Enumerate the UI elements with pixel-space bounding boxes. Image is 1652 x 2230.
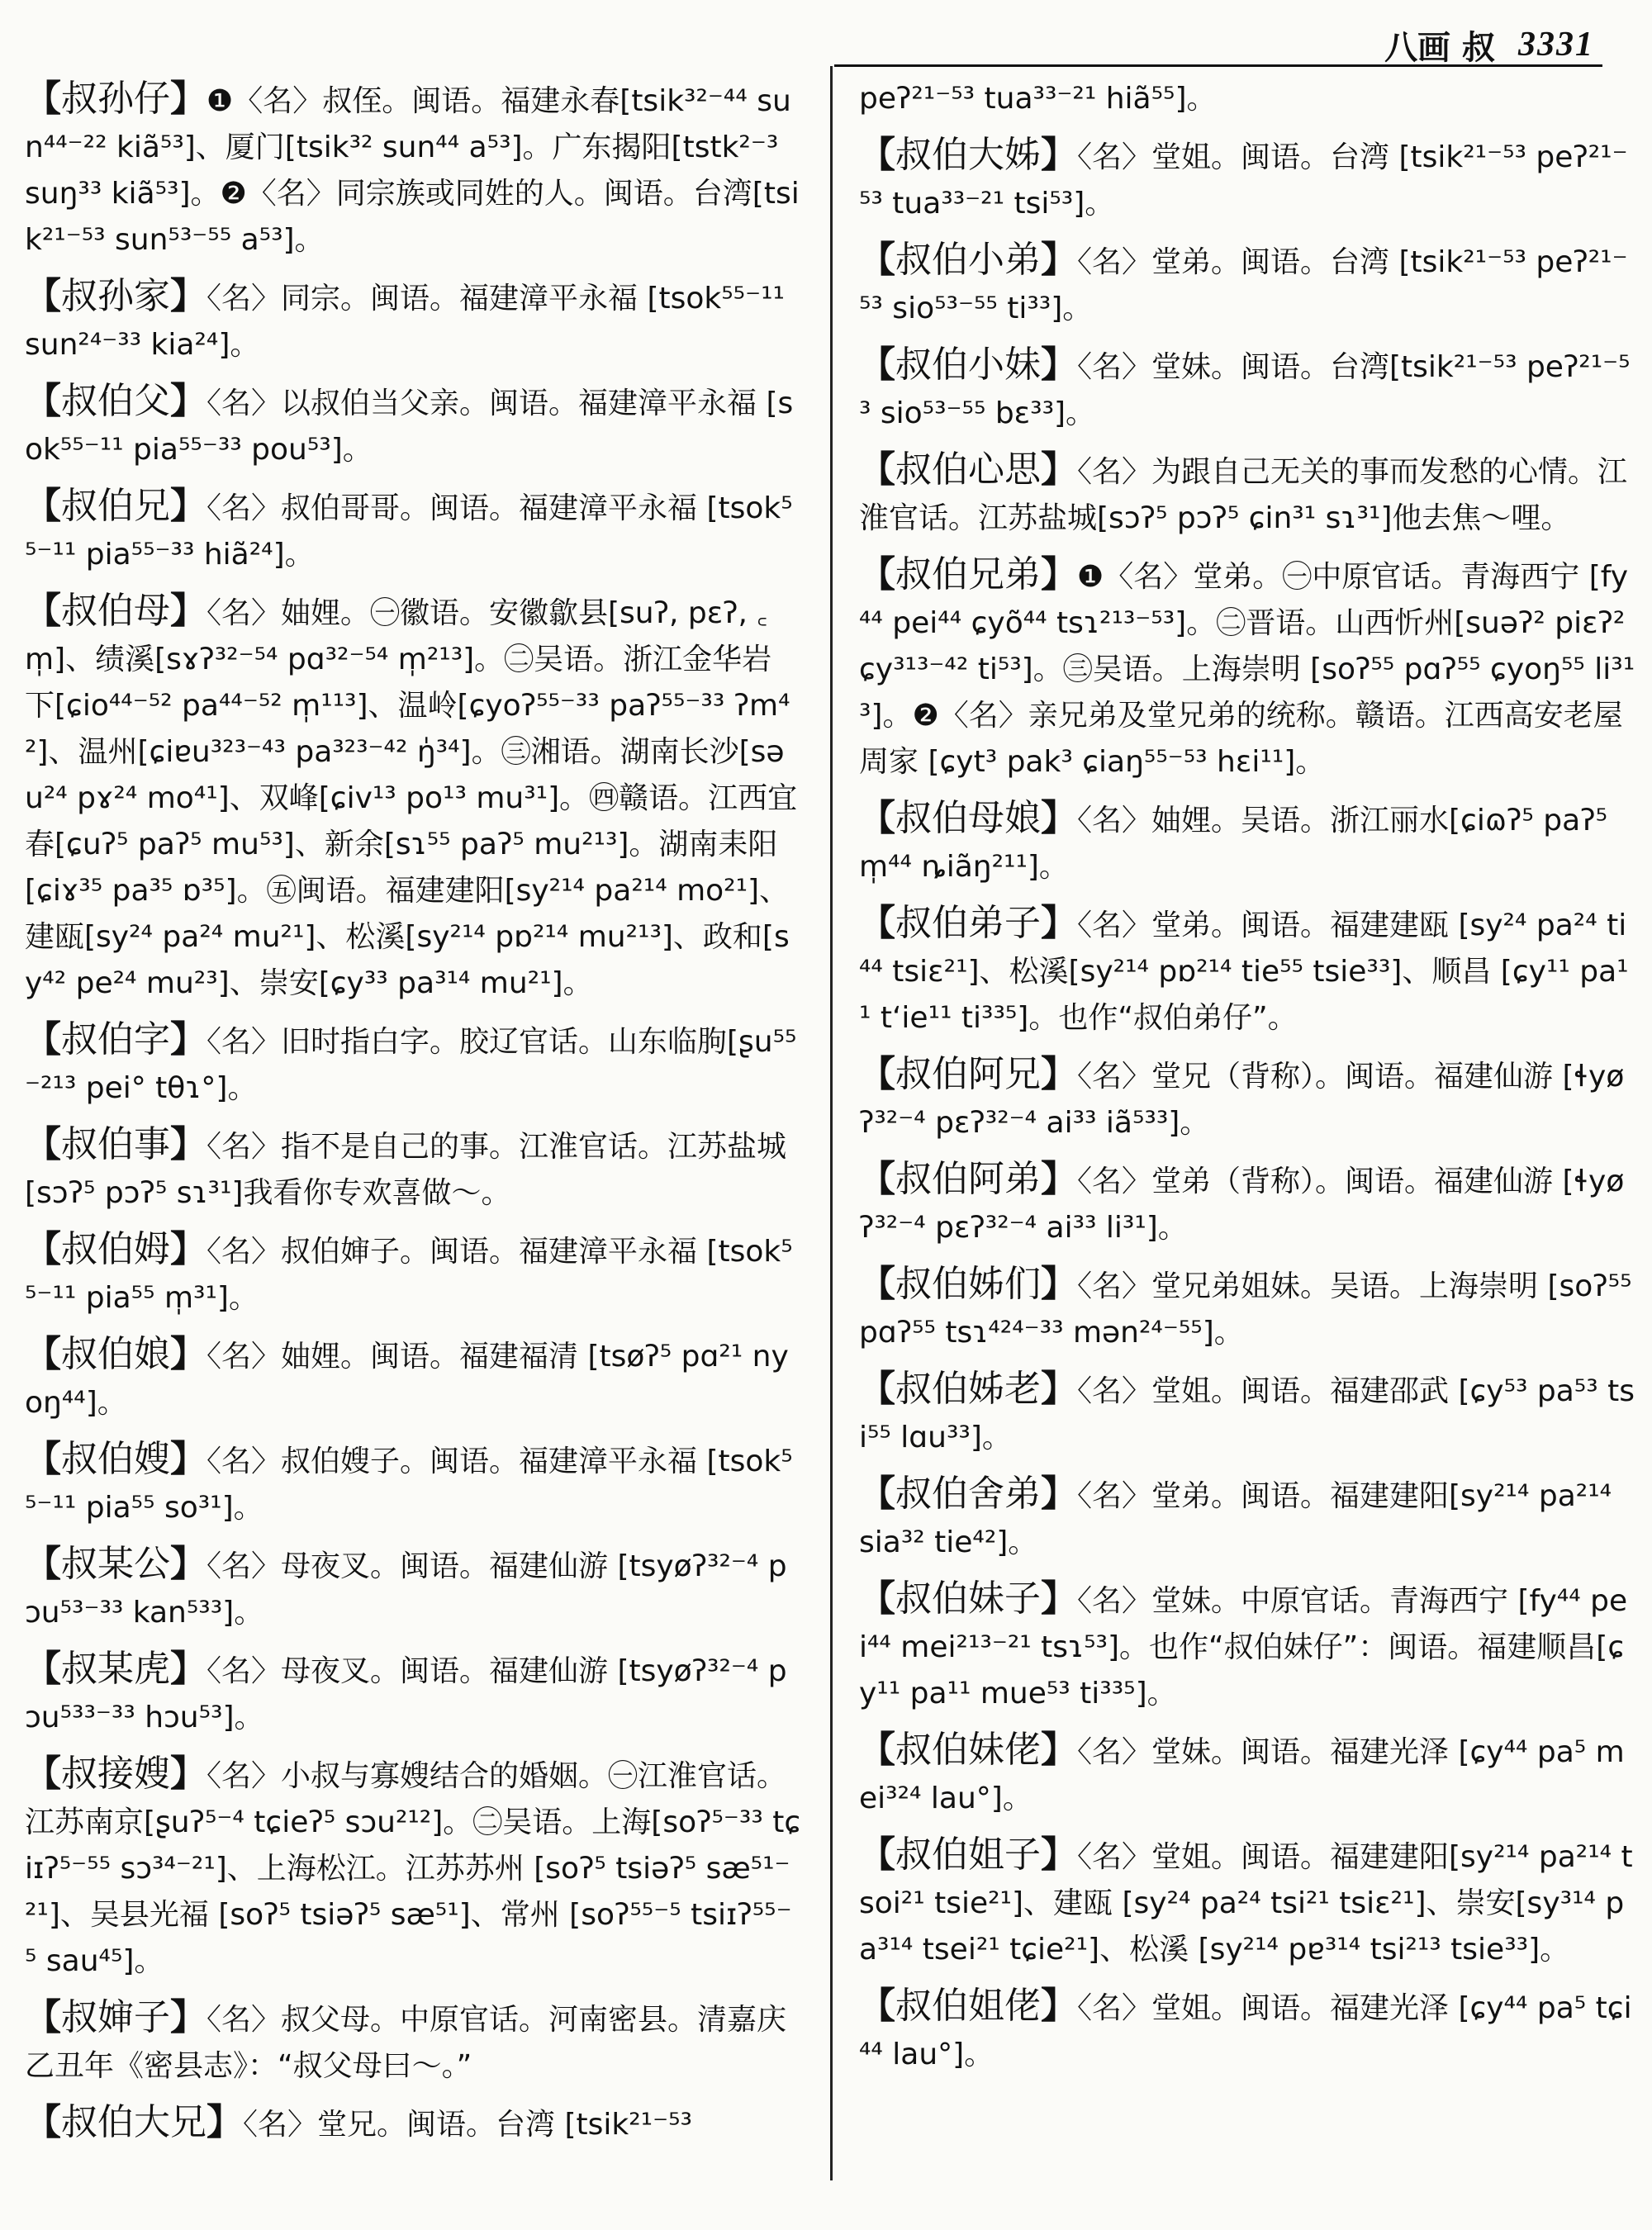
entry bbox=[859, 132, 1635, 227]
headword: 【叔伯姐子】 bbox=[859, 1834, 1077, 1876]
definition: 〈名〉堂姐。闽语。福建邵武 [ɕy⁵³ pa⁵³ tsi⁵⁵ lɑu³³]。 bbox=[859, 1374, 1635, 1454]
right-column bbox=[859, 76, 1635, 2088]
headword: 【叔伯阿弟】 bbox=[859, 1158, 1077, 1200]
definition: 〈名〉妯娌。吴语。浙江丽水[ɕiɷʔ⁵ paʔ⁵ m̩⁴⁴ ȵiãŋ²¹¹]。 bbox=[859, 804, 1608, 884]
headword: 【叔伯嫂】 bbox=[25, 1438, 206, 1480]
headword: 【叔某虎】 bbox=[25, 1648, 206, 1690]
definition: 〈名〉堂兄弟姐妹。吴语。上海崇明 [soʔ⁵⁵ pɑʔ⁵⁵ tsɿ⁴²⁴⁻³³ mən²⁴⁻⁵⁵]。 bbox=[859, 1269, 1632, 1350]
definition: 〈名〉叔父母。中原官话。河南密县。清嘉庆乙丑年《密县志》：“叔父母曰～。” bbox=[25, 2003, 787, 2083]
definition: 〈名〉堂兄。闽语。台湾 [tsik²¹⁻⁵³ bbox=[243, 2108, 692, 2142]
entry bbox=[859, 795, 1635, 890]
headword: 【叔伯母】 bbox=[25, 590, 206, 632]
entry bbox=[859, 900, 1635, 1041]
entry bbox=[859, 342, 1635, 437]
definition: 〈名〉旧时指白字。胶辽官话。山东临朐[ʂu⁵⁵⁻²¹³ pei° tθɿ°]。 bbox=[25, 1025, 797, 1105]
entry bbox=[859, 1471, 1635, 1566]
headword: 【叔伯姐佬】 bbox=[859, 1985, 1077, 2027]
entry bbox=[859, 1366, 1635, 1461]
definition: 〈名〉堂妹。闽语。福建光泽 [ɕy⁴⁴ pa⁵ mei³²⁴ lau°]。 bbox=[859, 1735, 1625, 1815]
definition: 〈名〉堂弟。闽语。福建建瓯 [sy²⁴ pa²⁴ ti⁴⁴ tsiɛ²¹]、松溪[sy²¹⁴ pɒ²¹⁴ tie⁵⁵ tsie³³]、顺昌 [ɕy¹¹ pa¹¹ tʻie¹¹ ti³³⁵]。也作“叔伯弟仔”。 bbox=[859, 909, 1629, 1035]
headword: 【叔伯舍弟】 bbox=[859, 1473, 1077, 1515]
headword: 【叔伯妹子】 bbox=[859, 1578, 1077, 1620]
entry bbox=[25, 1017, 801, 1112]
headword: 【叔伯父】 bbox=[25, 380, 206, 422]
entry bbox=[25, 76, 801, 263]
definition: 〈名〉为跟自己无关的事而发愁的心情。江淮官话。江苏盐城[sɔʔ⁵ pɔʔ⁵ ɕin³¹ sɿ³¹]他去焦～哩。 bbox=[859, 455, 1628, 535]
entry bbox=[25, 1751, 801, 1985]
entry bbox=[25, 378, 801, 473]
entry-continuation bbox=[859, 76, 1635, 122]
headword: 【叔伯大姊】 bbox=[859, 134, 1077, 176]
definition: ❶〈名〉堂弟。㊀中原官话。青海西宁 [fy⁴⁴ pei⁴⁴ ɕyõ⁴⁴ tsɿ²¹³⁻⁵³]。㊁晋语。山西忻州[suəʔ² piɛʔ² ɕy³¹³⁻⁴² ti⁵³]。㊂吴语。上海崇明 [soʔ⁵⁵ pɑʔ⁵⁵ ɕyoŋ⁵⁵ li³¹³]。❷〈名〉亲兄弟及堂兄弟的统称。赣语。江西高安老屋周家 [ɕyt³ pak³ ɕiaŋ⁵⁵⁻⁵³ hɛi¹¹]。 bbox=[859, 560, 1635, 779]
headword: 【叔伯阿兄】 bbox=[859, 1053, 1077, 1095]
definition: ❶〈名〉叔侄。闽语。福建永春[tsik³²⁻⁴⁴ sun⁴⁴⁻²² kiã⁵³]、厦门[tsik³² sun⁴⁴ a⁵³]。广东揭阳[tstk²⁻³ suŋ³³ kiã⁵³]。❷〈名〉同宗族或同姓的人。闽语。台湾[tsik²¹⁻⁵³ sun⁵³⁻⁵⁵ a⁵³]。 bbox=[25, 84, 800, 257]
entry bbox=[859, 1051, 1635, 1146]
entry bbox=[25, 1995, 801, 2090]
definition: 〈名〉堂弟。闽语。福建建阳[sy²¹⁴ pa²¹⁴ sia³² tie⁴²]。 bbox=[859, 1479, 1612, 1559]
entry bbox=[25, 1226, 801, 1321]
definition: 〈名〉同宗。闽语。福建漳平永福 [tsok⁵⁵⁻¹¹ sun²⁴⁻³³ kia²⁴]。 bbox=[25, 282, 785, 362]
entry bbox=[25, 483, 801, 578]
headword: 【叔孙家】 bbox=[25, 275, 206, 317]
definition: peʔ²¹⁻⁵³ tua³³⁻²¹ hiã⁵⁵]。 bbox=[859, 82, 1217, 116]
entry bbox=[859, 447, 1635, 542]
page-header bbox=[1384, 20, 1594, 69]
definition: 〈名〉小叔与寡嫂结合的婚姻。㊀江淮官话。江苏南京[ʂuʔ⁵⁻⁴ tɕieʔ⁵ sɔu²¹²]。㊁吴语。上海[soʔ⁵⁻³³ tɕiɪʔ⁵⁻⁵⁵ sɔ³⁴⁻²¹]、上海松江。江苏苏州 [soʔ⁵ tsiəʔ⁵ sæ⁵¹⁻²¹]、吴县光福 [soʔ⁵ tsiəʔ⁵ sæ⁵¹]、常州 [soʔ⁵⁵⁻⁵ tsiɪʔ⁵⁵⁻⁵ sau⁴⁵]。 bbox=[25, 1759, 801, 1978]
column-divider bbox=[830, 66, 833, 2180]
entry bbox=[25, 1436, 801, 1531]
entry bbox=[25, 1122, 801, 1217]
definition: 〈名〉堂姐。闽语。福建光泽 [ɕy⁴⁴ pa⁵ tɕi⁴⁴ lau°]。 bbox=[859, 1991, 1632, 2071]
headword: 【叔伯母娘】 bbox=[859, 797, 1077, 839]
headword: 【叔某公】 bbox=[25, 1543, 206, 1585]
definition: 〈名〉堂姐。闽语。福建建阳[sy²¹⁴ pa²¹⁴ tsoi²¹ tsie²¹]、建瓯 [sy²⁴ pa²⁴ tsi²¹ tsiɛ²¹]、崇安[sy³¹⁴ pa³¹⁴ tsei²¹ tɕie²¹]、松溪 [sy²¹⁴ pɐ³¹⁴ tsi²¹³ tsie³³]。 bbox=[859, 1840, 1633, 1967]
definition: 〈名〉叔伯婶子。闽语。福建漳平永福 [tsok⁵⁵⁻¹¹ pia⁵⁵ m̩³¹]。 bbox=[25, 1235, 793, 1315]
headword: 【叔伯小妹】 bbox=[859, 344, 1077, 386]
entry bbox=[859, 1576, 1635, 1717]
headword: 【叔伯弟子】 bbox=[859, 902, 1077, 944]
headword: 【叔伯小弟】 bbox=[859, 239, 1077, 281]
headword: 【叔接嫂】 bbox=[25, 1753, 206, 1795]
entry bbox=[859, 1983, 1635, 2078]
headword: 【叔伯兄】 bbox=[25, 485, 206, 527]
page-number: 3331 bbox=[1518, 26, 1594, 64]
headword: 【叔婶子】 bbox=[25, 1996, 206, 2038]
definition: 〈名〉叔伯哥哥。闽语。福建漳平永福 [tsok⁵⁵⁻¹¹ pia⁵⁵⁻³³ hiã²⁴]。 bbox=[25, 491, 793, 572]
headword: 【叔伯妹佬】 bbox=[859, 1729, 1077, 1771]
entry bbox=[859, 1727, 1635, 1822]
definition: 〈名〉母夜叉。闽语。福建仙游 [tsyøʔ³²⁻⁴ pɔu⁵³⁻³³ kan⁵³³]。 bbox=[25, 1549, 787, 1630]
definition: 〈名〉叔伯嫂子。闽语。福建漳平永福 [tsok⁵⁵⁻¹¹ pia⁵⁵ so³¹]。 bbox=[25, 1445, 793, 1525]
section-title: 八画 叔 bbox=[1384, 27, 1495, 67]
entry bbox=[25, 588, 801, 1007]
headword: 【叔伯兄弟】 bbox=[859, 553, 1077, 595]
entry bbox=[25, 1646, 801, 1741]
definition: 〈名〉妯娌。闽语。福建福清 [tsøʔ⁵ pɑ²¹ nyoŋ⁴⁴]。 bbox=[25, 1340, 789, 1420]
entry bbox=[859, 1261, 1635, 1356]
headword: 【叔伯心思】 bbox=[859, 448, 1077, 491]
entry bbox=[859, 237, 1635, 332]
headword: 【叔伯姊们】 bbox=[859, 1263, 1077, 1305]
definition: 〈名〉堂弟。闽语。台湾 [tsik²¹⁻⁵³ peʔ²¹⁻⁵³ sio⁵³⁻⁵⁵ ti³³]。 bbox=[859, 245, 1628, 325]
headword: 【叔伯娘】 bbox=[25, 1333, 206, 1375]
definition: 〈名〉指不是自己的事。江淮官话。江苏盐城[sɔʔ⁵ pɔʔ⁵ sɿ³¹]我看你专欢喜做～。 bbox=[25, 1130, 787, 1210]
headword: 【叔伯姆】 bbox=[25, 1228, 206, 1270]
definition: 〈名〉堂兄（背称）。闽语。福建仙游 [ɬyøʔ³²⁻⁴ pɛʔ³²⁻⁴ ai³³ iã⁵³³]。 bbox=[859, 1060, 1625, 1140]
entry bbox=[25, 2100, 801, 2148]
headword: 【叔伯字】 bbox=[25, 1018, 206, 1060]
definition: 〈名〉妯娌。㊀徽语。安徽歙县[suʔ, pɛʔ, ꜀m̩]、绩溪[sɤʔ³²⁻⁵⁴ pɑ³²⁻⁵⁴ m̩²¹³]。㊁吴语。浙江金华岩下[ɕio⁴⁴⁻⁵² pa⁴⁴⁻⁵² m̩¹¹³]、温岭[ɕyoʔ⁵⁵⁻³³ paʔ⁵⁵⁻³³ ʔm⁴²]、温州[ɕiɐu³²³⁻⁴³ pa³²³⁻⁴² ŋ̍³⁴]。㊂湘语。湖南长沙[səu²⁴ pɤ²⁴ mo⁴¹]、双峰[ɕiv¹³ po¹³ mu³¹]。㊃赣语。江西宜春[ɕuʔ⁵ paʔ⁵ mu⁵³]、新余[sɿ⁵⁵ paʔ⁵ mu²¹³]。湖南耒阳[ɕiɤ³⁵ pa³⁵ ɒ³⁵]。㊄闽语。福建建阳[sy²¹⁴ pa²¹⁴ mo²¹]、建瓯[sy²⁴ pa²⁴ mu²¹]、松溪[sy²¹⁴ pɒ²¹⁴ mu²¹³]、政和[sy⁴² pe²⁴ mu²³]、崇安[ɕy³³ pa³¹⁴ mu²¹]。 bbox=[25, 596, 798, 1000]
headword: 【叔伯大兄】 bbox=[25, 2101, 243, 2143]
definition: 〈名〉堂妹。中原官话。青海西宁 [fy⁴⁴ pei⁴⁴ mei²¹³⁻²¹ tsɿ⁵³]。也作“叔伯妹仔”：闽语。福建顺昌[ɕy¹¹ pa¹¹ mue⁵³ ti³³⁵]。 bbox=[859, 1584, 1628, 1710]
definition: 〈名〉堂妹。闽语。台湾[tsik²¹⁻⁵³ peʔ²¹⁻⁵³ sio⁵³⁻⁵⁵ bɛ³³]。 bbox=[859, 350, 1631, 430]
entry bbox=[859, 1156, 1635, 1251]
entry bbox=[25, 273, 801, 368]
header-rule bbox=[834, 64, 1602, 67]
definition: 〈名〉堂弟（背称）。闽语。福建仙游 [ɬyøʔ³²⁻⁴ pɛʔ³²⁻⁴ ai³³ li³¹]。 bbox=[859, 1165, 1625, 1245]
headword: 【叔孙仔】 bbox=[25, 78, 206, 120]
entry bbox=[859, 552, 1635, 785]
definition: 〈名〉母夜叉。闽语。福建仙游 [tsyøʔ³²⁻⁴ pɔu⁵³³⁻³³ hɔu⁵³]。 bbox=[25, 1654, 787, 1734]
definition: 〈名〉堂姐。闽语。台湾 [tsik²¹⁻⁵³ peʔ²¹⁻⁵³ tua³³⁻²¹ tsi⁵³]。 bbox=[859, 140, 1628, 221]
entry bbox=[859, 1832, 1635, 1973]
headword: 【叔伯姊老】 bbox=[859, 1368, 1077, 1410]
entry bbox=[25, 1541, 801, 1636]
headword: 【叔伯事】 bbox=[25, 1123, 206, 1165]
definition: 〈名〉以叔伯当父亲。闽语。福建漳平永福 [sok⁵⁵⁻¹¹ pia⁵⁵⁻³³ pou⁵³]。 bbox=[25, 387, 794, 467]
left-column bbox=[25, 76, 801, 2158]
entry bbox=[25, 1331, 801, 1426]
